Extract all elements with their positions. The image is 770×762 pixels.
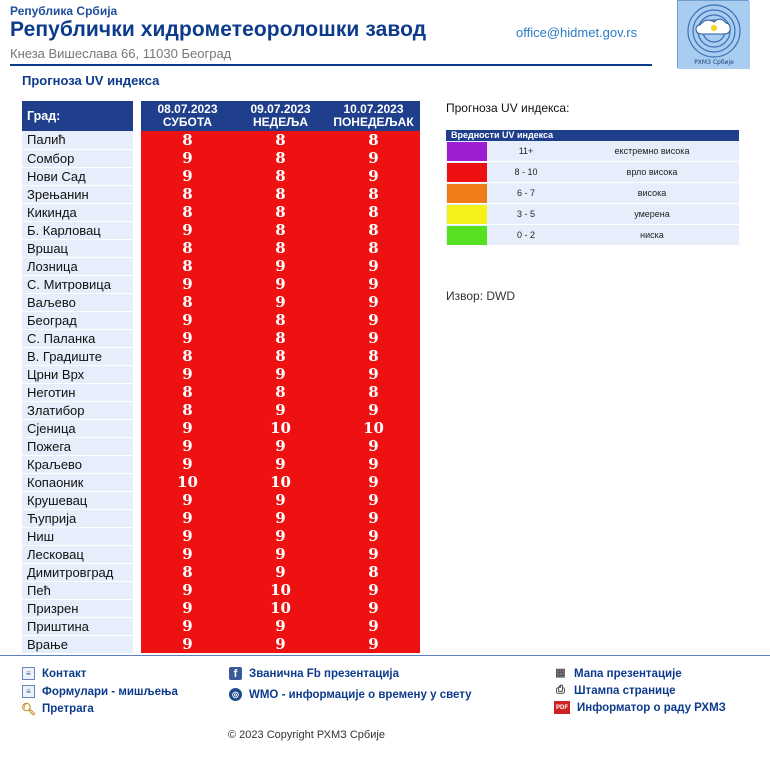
legend-color-swatch	[447, 226, 487, 245]
footer-link-label: Контакт	[42, 667, 87, 680]
uv-value-cell: 9	[141, 329, 234, 347]
table-row	[22, 563, 420, 581]
table-row	[22, 473, 420, 491]
uv-value-cell: 9	[141, 599, 234, 617]
footer-link-label: Претрага	[42, 702, 94, 715]
table-row	[22, 131, 420, 149]
document-icon: ≡	[22, 685, 35, 698]
uv-value-cell: 8	[141, 185, 234, 203]
footer-link-informator[interactable]	[554, 701, 726, 714]
table-row	[22, 275, 420, 293]
wmo-globe-icon: ◎	[229, 688, 242, 701]
uv-value-cell: 9	[234, 527, 327, 545]
city-name: Пожега	[22, 437, 133, 455]
table-row	[22, 455, 420, 473]
footer-link-label: Мапа презентације	[574, 667, 682, 680]
uv-value-cell: 9	[327, 545, 420, 563]
day-column-header	[327, 101, 420, 131]
city-name: Ваљево	[22, 293, 133, 311]
uv-value-cell: 8	[327, 383, 420, 401]
table-row	[22, 167, 420, 185]
city-name: Лесковац	[22, 545, 133, 563]
uv-value-cell: 9	[327, 455, 420, 473]
table-row	[22, 347, 420, 365]
uv-value-cell: 9	[327, 257, 420, 275]
uv-value-cell: 8	[141, 347, 234, 365]
city-name: Вршац	[22, 239, 133, 257]
city-name: Златибор	[22, 401, 133, 419]
uv-value-cell: 10	[327, 419, 420, 437]
uv-value-cell: 8	[327, 563, 420, 581]
sitemap-icon: ▦	[555, 667, 566, 679]
uv-value-cell: 9	[327, 293, 420, 311]
city-name: Неготин	[22, 383, 133, 401]
uv-value-cell: 8	[234, 347, 327, 365]
site-header	[0, 0, 770, 70]
footer-link-search[interactable]	[22, 702, 94, 715]
uv-value-cell: 8	[327, 347, 420, 365]
uv-value-cell: 9	[141, 545, 234, 563]
table-row	[22, 437, 420, 455]
day-date: 08.07.2023	[157, 102, 218, 116]
uv-value-cell: 9	[327, 329, 420, 347]
institute-name[interactable]: Републички хидрометеоролошки завод	[10, 18, 427, 41]
table-row	[22, 221, 420, 239]
uv-value-cell: 8	[234, 185, 327, 203]
table-row	[22, 149, 420, 167]
uv-value-cell: 9	[234, 275, 327, 293]
city-name: С. Митровица	[22, 275, 133, 293]
footer-link-label: Званична Fb презентација	[249, 667, 400, 680]
uv-value-cell: 8	[234, 311, 327, 329]
rhmz-logo[interactable]	[677, 0, 749, 68]
uv-value-cell: 9	[141, 455, 234, 473]
uv-value-cell: 9	[234, 563, 327, 581]
uv-value-cell: 9	[327, 401, 420, 419]
uv-value-cell: 8	[141, 401, 234, 419]
footer-link-contact[interactable]	[22, 667, 86, 680]
city-name: Врање	[22, 635, 133, 653]
legend-header: Вредности UV индекса	[446, 130, 739, 141]
table-row	[22, 509, 420, 527]
footer-link-facebook[interactable]	[229, 667, 399, 680]
document-icon: ≡	[22, 667, 35, 680]
uv-value-cell: 9	[141, 221, 234, 239]
uv-value-cell: 8	[327, 221, 420, 239]
city-name: Кикинда	[22, 203, 133, 221]
city-name: Лозница	[22, 257, 133, 275]
day-weekday: СУБОТА	[162, 115, 213, 129]
uv-value-cell: 9	[141, 419, 234, 437]
table-row	[22, 635, 420, 653]
city-name: Нови Сад	[22, 167, 133, 185]
legend-row	[446, 141, 739, 162]
uv-value-cell: 9	[234, 401, 327, 419]
legend-row	[446, 204, 739, 225]
table-row	[22, 581, 420, 599]
uv-value-cell: 8	[234, 329, 327, 347]
uv-value-cell: 8	[141, 293, 234, 311]
uv-value-cell: 9	[141, 149, 234, 167]
table-row	[22, 293, 420, 311]
institute-address: Кнеза Вишеслава 66, 11030 Београд	[10, 46, 232, 61]
legend-description: врло висока	[626, 167, 678, 177]
city-name: Палић	[22, 131, 133, 149]
legend-description: ниска	[640, 230, 664, 240]
table-row	[22, 599, 420, 617]
footer-link-wmo[interactable]	[229, 688, 472, 701]
uv-value-cell: 8	[234, 167, 327, 185]
uv-value-cell: 10	[234, 473, 327, 491]
city-name: В. Градиште	[22, 347, 133, 365]
uv-value-cell: 9	[141, 527, 234, 545]
uv-value-cell: 8	[234, 203, 327, 221]
uv-value-cell: 9	[141, 491, 234, 509]
table-row	[22, 185, 420, 203]
city-name: Приштина	[22, 617, 133, 635]
legend-color-swatch	[447, 163, 487, 182]
uv-value-cell: 8	[141, 239, 234, 257]
uv-value-cell: 9	[327, 473, 420, 491]
table-row	[22, 401, 420, 419]
city-name: Сјеница	[22, 419, 133, 437]
uv-value-cell: 9	[234, 617, 327, 635]
republic-label: Република Србија	[10, 4, 118, 18]
legend-range: 0 - 2	[516, 230, 535, 240]
uv-value-cell: 8	[327, 185, 420, 203]
legend-color-swatch	[447, 142, 487, 161]
uv-value-cell: 9	[234, 635, 327, 653]
facebook-icon: f	[229, 667, 242, 680]
uv-value-cell: 9	[327, 437, 420, 455]
uv-value-cell: 9	[141, 311, 234, 329]
legend-rows	[446, 141, 739, 246]
city-name: Сомбор	[22, 149, 133, 167]
footer-link-label: Формулари - мишљења	[42, 685, 178, 698]
uv-value-cell: 9	[141, 167, 234, 185]
uv-value-cell: 9	[327, 509, 420, 527]
uv-value-cell: 9	[327, 491, 420, 509]
uv-value-cell: 9	[141, 365, 234, 383]
uv-value-cell: 9	[141, 581, 234, 599]
uv-value-cell: 8	[327, 131, 420, 149]
page-title: Прогноза UV индекса	[22, 73, 160, 88]
day-weekday: ПОНЕДЕЉАК	[333, 115, 414, 129]
legend-color-swatch	[447, 184, 487, 203]
email-link[interactable]: office@hidmet.gov.rs	[516, 25, 638, 40]
uv-value-cell: 9	[327, 599, 420, 617]
uv-value-cell: 9	[327, 167, 420, 185]
legend-range: 6 - 7	[516, 188, 535, 198]
footer-link-label: Штампа странице	[574, 684, 676, 697]
uv-value-cell: 9	[234, 455, 327, 473]
legend-row	[446, 225, 739, 246]
legend-range: 3 - 5	[516, 209, 535, 219]
uv-value-cell: 8	[327, 203, 420, 221]
legend-range: 8 - 10	[514, 167, 538, 177]
city-name: Зрењанин	[22, 185, 133, 203]
uv-value-cell: 9	[234, 257, 327, 275]
table-row	[22, 311, 420, 329]
uv-value-cell: 10	[234, 599, 327, 617]
table-row	[22, 203, 420, 221]
uv-value-cell: 9	[327, 149, 420, 167]
footer-link-label: WMO - информације о времену у свету	[249, 688, 472, 701]
day-column-header	[234, 101, 327, 131]
city-name: Пећ	[22, 581, 133, 599]
pdf-icon: PDF	[554, 701, 570, 714]
table-row	[22, 383, 420, 401]
logo-text: РХМЗ Србије	[694, 59, 734, 66]
legend-range: 11+	[518, 146, 534, 156]
uv-value-cell: 9	[234, 293, 327, 311]
printer-icon: ⎙	[556, 684, 565, 696]
uv-value-cell: 9	[141, 509, 234, 527]
legend-color-swatch	[447, 205, 487, 224]
uv-value-cell: 9	[327, 275, 420, 293]
uv-legend	[446, 130, 739, 246]
uv-value-cell: 9	[234, 545, 327, 563]
uv-value-cell: 8	[234, 131, 327, 149]
uv-value-cell: 8	[327, 239, 420, 257]
table-row	[22, 491, 420, 509]
table-row	[22, 545, 420, 563]
uv-value-cell: 8	[141, 383, 234, 401]
table-body	[22, 131, 420, 653]
legend-description: екстремно висока	[614, 146, 690, 156]
uv-value-cell: 8	[234, 221, 327, 239]
uv-value-cell: 9	[327, 635, 420, 653]
city-name: Димитровград	[22, 563, 133, 581]
uv-value-cell: 9	[327, 527, 420, 545]
uv-value-cell: 8	[234, 149, 327, 167]
table-row	[22, 365, 420, 383]
city-name: Краљево	[22, 455, 133, 473]
footer-divider	[0, 655, 770, 656]
legend-title: Прогноза UV индекса:	[446, 101, 570, 115]
data-source: Извор: DWD	[446, 289, 516, 303]
city-name: Црни Врх	[22, 365, 133, 383]
uv-value-cell: 9	[141, 635, 234, 653]
table-row	[22, 329, 420, 347]
legend-row	[446, 162, 739, 183]
uv-value-cell: 9	[234, 509, 327, 527]
legend-description: умерена	[634, 209, 670, 219]
legend-description: висока	[637, 188, 667, 198]
day-weekday: НЕДЕЉА	[252, 115, 308, 129]
table-row	[22, 239, 420, 257]
city-name: Ниш	[22, 527, 133, 545]
legend-row	[446, 183, 739, 204]
uv-value-cell: 10	[234, 581, 327, 599]
day-date: 10.07.2023	[343, 102, 404, 116]
copyright-text: © 2023 Copyright РХМЗ Србије	[228, 729, 385, 741]
uv-value-cell: 8	[141, 131, 234, 149]
table-row	[22, 419, 420, 437]
day-date: 09.07.2023	[250, 102, 311, 116]
uv-value-cell: 9	[234, 365, 327, 383]
uv-value-cell: 10	[141, 473, 234, 491]
table-header-row	[22, 101, 420, 131]
table-row	[22, 527, 420, 545]
magnifier-icon: 🔍︎	[20, 701, 37, 716]
uv-value-cell: 9	[141, 275, 234, 293]
footer-link-label: Информатор о раду РХМЗ	[577, 701, 726, 714]
table-row	[22, 617, 420, 635]
uv-value-cell: 8	[141, 563, 234, 581]
city-name: Београд	[22, 311, 133, 329]
uv-value-cell: 9	[234, 491, 327, 509]
footer-link-print[interactable]	[554, 684, 676, 697]
footer-link-forms[interactable]	[22, 685, 178, 698]
city-name: Копаоник	[22, 473, 133, 491]
uv-value-cell: 9	[141, 617, 234, 635]
uv-value-cell: 9	[327, 311, 420, 329]
header-divider	[10, 64, 652, 66]
uv-value-cell: 9	[141, 437, 234, 455]
uv-value-cell: 9	[327, 617, 420, 635]
uv-value-cell: 9	[327, 365, 420, 383]
city-column-header: Град:	[22, 101, 133, 131]
city-name: Призрен	[22, 599, 133, 617]
uv-value-cell: 8	[141, 257, 234, 275]
uv-value-cell: 9	[327, 581, 420, 599]
city-name: Крушевац	[22, 491, 133, 509]
table-row	[22, 257, 420, 275]
uv-value-cell: 8	[234, 239, 327, 257]
uv-forecast-table	[22, 101, 420, 654]
day-column-header	[141, 101, 234, 131]
uv-value-cell: 8	[234, 383, 327, 401]
uv-value-cell: 10	[234, 419, 327, 437]
city-name: Б. Карловац	[22, 221, 133, 239]
uv-value-cell: 9	[234, 437, 327, 455]
footer-link-sitemap[interactable]	[554, 667, 682, 680]
uv-value-cell: 8	[141, 203, 234, 221]
city-name: Ћуприја	[22, 509, 133, 527]
city-name: С. Паланка	[22, 329, 133, 347]
logo-emblem-icon	[678, 1, 750, 69]
